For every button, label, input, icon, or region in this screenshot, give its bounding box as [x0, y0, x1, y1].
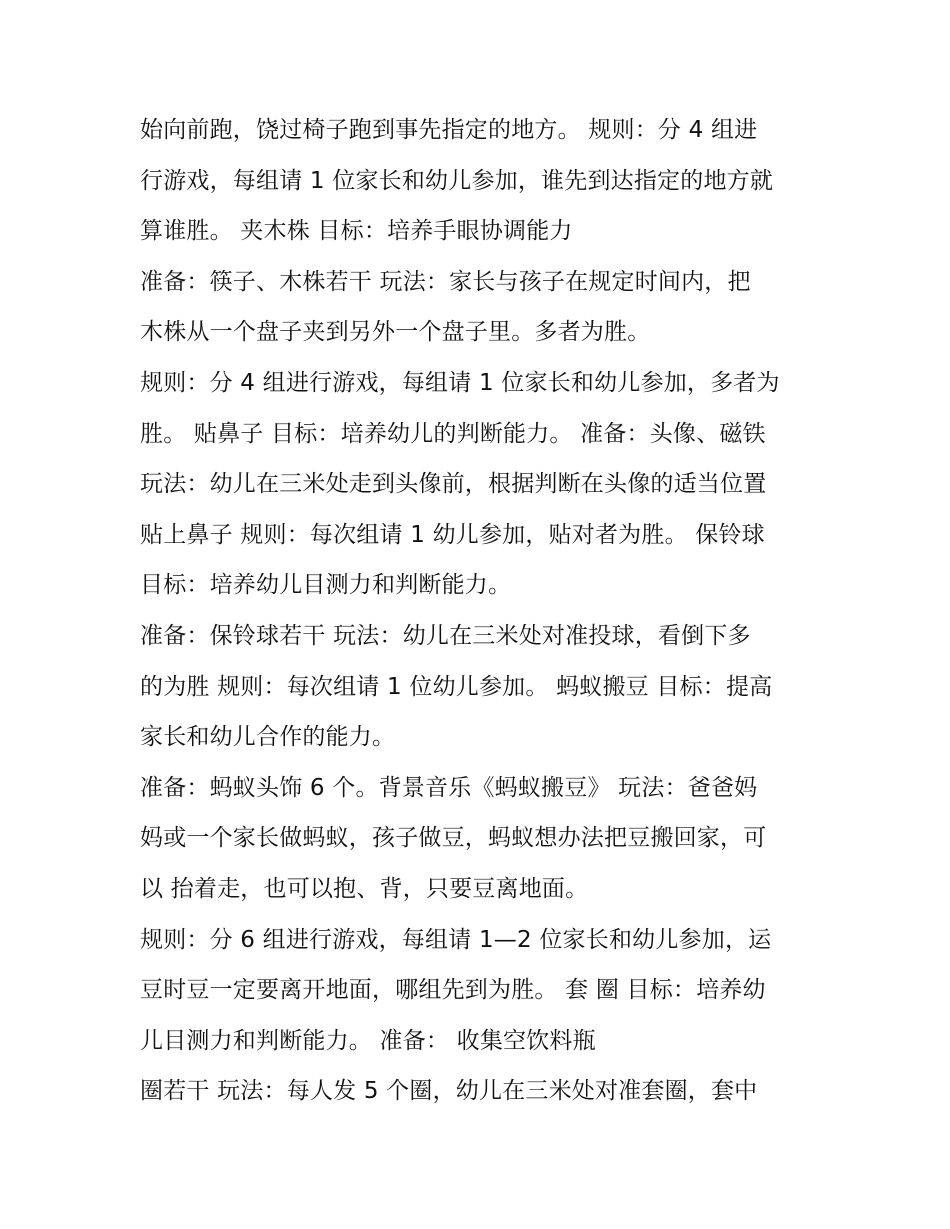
text-line-16: 以 抬着走，也可以抱、背，只要豆离地面。 [140, 875, 589, 902]
text-line-17: 规则：分 6 组进行游戏，每组请 1—2 位家长和幼儿参加，运 [140, 926, 772, 953]
text-line-1: 始向前跑，饶过椅子跑到事先指定的地方。 规则：分 4 组进 [140, 117, 758, 143]
text-line-18: 豆时豆一定要离开地面，哪组先到为胜。 套 圈 目标：培养幼 [140, 977, 766, 1004]
text-line-2: 行游戏，每组请 1 位家长和幼儿参加，谁先到达指定的地方就 [140, 167, 774, 194]
text-line-7: 胜。 贴鼻子 目标：培养幼儿的判断能力。 准备：头像、磁铁 [140, 420, 766, 447]
text-line-8: 玩法：幼儿在三米处走到头像前，根据判断在头像的适当位置 [140, 471, 767, 498]
text-line-12: 的为胜 规则：每次组请 1 位幼儿参加。 蚂蚁搬豆 目标：提高 [140, 673, 773, 700]
document-text [140, 105, 820, 1117]
text-line-13: 家长和幼儿合作的能力。 [140, 724, 396, 751]
text-line-20: 圈若干 玩法：每人发 5 个圈，幼儿在三米处对准套圈，套中 [140, 1078, 758, 1105]
text-line-4: 准备：筷子、木株若干 玩法：家长与孩子在规定时间内，把 [140, 268, 751, 295]
text-line-3: 算谁胜。 夹木株 目标：培养手眼协调能力 [140, 218, 573, 245]
text-line-9: 贴上鼻子 规则：每次组请 1 幼儿参加，贴对者为胜。 保铃球 [140, 521, 765, 548]
text-line-5: 木株从一个盘子夹到另外一个盘子里。多者为胜。 [140, 319, 651, 346]
text-line-14: 准备：蚂蚁头饰 6 个。背景音乐《蚂蚁搬豆》 玩法：爸爸妈 [140, 774, 758, 801]
text-line-15: 妈或一个家长做蚂蚁，孩子做豆，蚂蚁想办法把豆搬回家，可 [140, 825, 767, 852]
text-line-10: 目标：培养幼儿目测力和判断能力。 [140, 572, 512, 599]
text-line-11: 准备：保铃球若干 玩法：幼儿在三米处对准投球，看倒下多 [140, 622, 751, 649]
text-line-6: 规则：分 4 组进行游戏，每组请 1 位家长和幼儿参加，多者为 [140, 369, 780, 396]
text-line-19: 儿目测力和判断能力。 准备： 收集空饮料瓶 [140, 1027, 596, 1054]
